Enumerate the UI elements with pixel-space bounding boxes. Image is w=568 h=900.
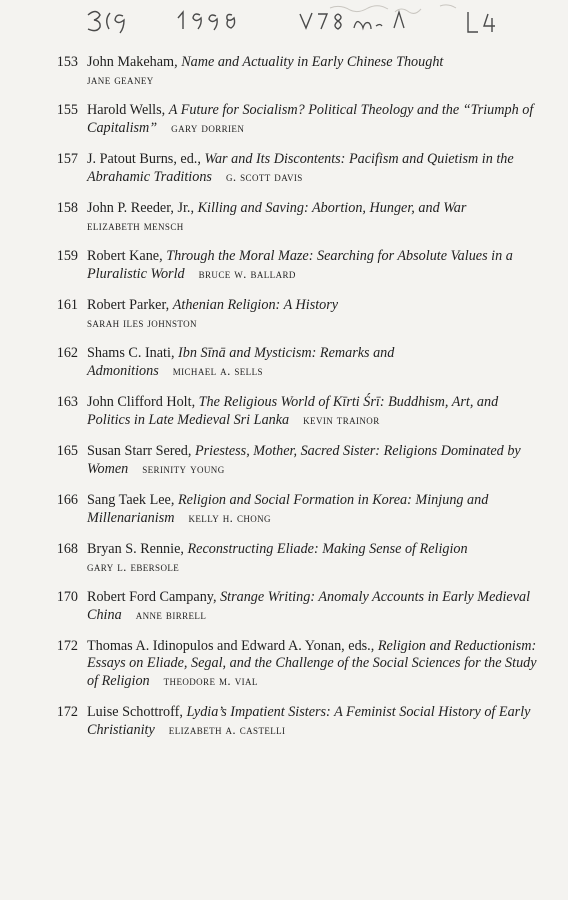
book-title: Through the Moral Maze: Searching for Absolute Values in a Pluralistic World <box>87 248 513 282</box>
page-number: 159 <box>56 248 78 264</box>
review-entry <box>44 589 544 624</box>
review-entry <box>44 492 544 527</box>
review-entry <box>44 638 544 690</box>
book-author: Susan Starr Sered, <box>87 443 195 459</box>
handwriting-drawing <box>0 0 568 46</box>
reviewer-name: serinity young <box>142 461 225 476</box>
review-entry <box>44 200 544 234</box>
review-entry <box>44 704 544 739</box>
review-list <box>44 54 544 753</box>
page-number: 168 <box>56 541 78 557</box>
reviewer-name: kevin trainor <box>303 412 380 427</box>
reviewer-name: g. scott davis <box>225 169 303 184</box>
book-title: Priestess, Mother, Sacred Sister: Religions Dominated by Women <box>87 443 521 477</box>
review-entry <box>44 541 544 575</box>
reviewer-name: elizabeth mensch <box>87 218 184 233</box>
reviewer-name: gary l. ebersole <box>87 559 180 574</box>
page-number: 170 <box>56 589 78 605</box>
page-number: 155 <box>56 102 78 118</box>
book-title: Killing and Saving: Abortion, Hunger, and War <box>197 200 467 216</box>
book-title: War and Its Discontents: Pacifism and Quietism in the Abrahamic Traditions <box>87 151 514 185</box>
book-title: A Future for Socialism? Political Theology and the “Triumph of Capitalism” <box>87 102 534 136</box>
note-3-9 <box>88 12 124 34</box>
book-author: Robert Parker, <box>87 297 173 313</box>
review-entry <box>44 248 544 283</box>
book-author: Harold Wells, <box>87 102 169 118</box>
page-number: 172 <box>56 704 78 720</box>
book-title: Reconstructing Eliade: Making Sense of Religion <box>187 541 468 557</box>
reviewer-name: gary dorrien <box>171 120 245 135</box>
book-title: Religion and Social Formation in Korea: Minjung and Millenarianism <box>87 492 489 526</box>
reviewer-name: michael a. sells <box>172 363 263 378</box>
review-entry <box>44 394 544 429</box>
book-title: Ibn Sīnā and Mysticism: Remarks and Admonitions <box>87 345 395 379</box>
review-entry <box>44 297 544 331</box>
page-number: 153 <box>56 54 78 70</box>
review-entry <box>44 151 544 186</box>
book-author: Shams C. Inati, <box>87 345 179 361</box>
reviewer-name: sarah iles johnston <box>87 315 197 330</box>
note-l4 <box>468 12 495 32</box>
book-author: J. Patout Burns, ed., <box>87 151 205 167</box>
book-title: Name and Actuality in Early Chinese Thought <box>181 54 444 70</box>
book-title: Athenian Religion: A History <box>172 297 339 313</box>
review-entry <box>44 345 544 380</box>
page-number: 165 <box>56 443 78 459</box>
reviewer-name: bruce w. ballard <box>198 266 296 281</box>
book-author: John Clifford Holt, <box>87 394 199 410</box>
reviewer-name: kelly h. chong <box>188 510 271 525</box>
book-author: John Makeham, <box>87 54 182 70</box>
book-author: Sang Taek Lee, <box>87 492 178 508</box>
note-no-1 <box>354 12 404 29</box>
note-1998 <box>178 12 235 30</box>
book-author: Robert Kane, <box>87 248 167 264</box>
review-entry <box>44 443 544 478</box>
review-entry <box>44 102 544 137</box>
page-number: 172 <box>56 638 78 654</box>
book-title: The Religious World of Kīrti Śrī: Buddhism, Art, and Politics in Late Medieval Sri Lanka <box>87 394 499 428</box>
book-author: Robert Ford Campany, <box>87 589 221 605</box>
book-title: Religion and Reductionism: Essays on Eliade, Segal, and the Challenge of the Social Sciences for the Study of Religion <box>87 638 537 689</box>
book-author: John P. Reeder, Jr., <box>87 200 198 216</box>
page-number: 163 <box>56 394 78 410</box>
page-number: 162 <box>56 345 78 361</box>
page-number: 161 <box>56 297 78 313</box>
reviewer-name: elizabeth a. castelli <box>168 722 286 737</box>
reviewer-name: jane geaney <box>87 72 154 87</box>
book-author: Thomas A. Idinopulos and Edward A. Yonan, eds., <box>87 638 378 654</box>
page-number: 166 <box>56 492 78 508</box>
book-author: Bryan S. Rennie, <box>87 541 188 557</box>
book-title: Strange Writing: Anomaly Accounts in Early Medieval China <box>87 589 531 623</box>
reviewer-name: anne birrell <box>135 607 207 622</box>
page-number: 158 <box>56 200 78 216</box>
book-author: Luise Schottroff, <box>87 704 187 720</box>
book-title: Lydia’s Impatient Sisters: A Feminist Social History of Early Christianity <box>87 704 531 738</box>
reviewer-name: theodore m. vial <box>163 673 258 688</box>
page-number: 157 <box>56 151 78 167</box>
note-v78 <box>300 13 341 29</box>
handwritten-annotations <box>0 0 568 46</box>
review-entry <box>44 54 544 88</box>
